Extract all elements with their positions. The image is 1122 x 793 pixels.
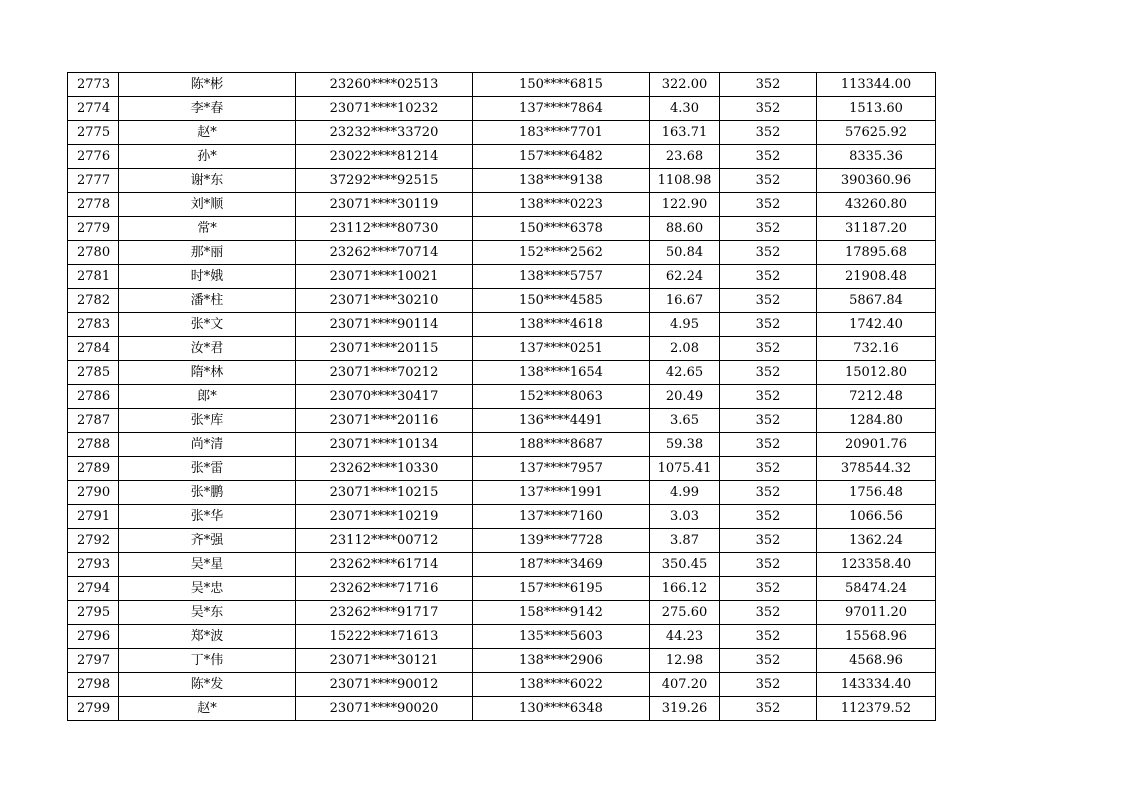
cell-amount: 15012.80 bbox=[817, 361, 936, 385]
cell-unit-rate: 352 bbox=[720, 265, 817, 289]
cell-unit-rate: 352 bbox=[720, 241, 817, 265]
cell-id-number: 23071****10232 bbox=[296, 97, 473, 121]
table-row bbox=[68, 337, 936, 361]
table-row bbox=[68, 697, 936, 721]
cell-amount: 7212.48 bbox=[817, 385, 936, 409]
cell-quantity: 322.00 bbox=[650, 73, 720, 97]
cell-id-number: 23071****10219 bbox=[296, 505, 473, 529]
cell-phone-number: 158****9142 bbox=[473, 601, 650, 625]
cell-id-number: 23071****20115 bbox=[296, 337, 473, 361]
cell-id-number: 23232****33720 bbox=[296, 121, 473, 145]
cell-record-number: 2784 bbox=[68, 337, 119, 361]
cell-name: 赵* bbox=[119, 121, 296, 145]
cell-unit-rate: 352 bbox=[720, 385, 817, 409]
cell-name: 郑*波 bbox=[119, 625, 296, 649]
table-row bbox=[68, 145, 936, 169]
cell-record-number: 2789 bbox=[68, 457, 119, 481]
cell-name: 郎* bbox=[119, 385, 296, 409]
cell-quantity: 163.71 bbox=[650, 121, 720, 145]
cell-name: 吴*东 bbox=[119, 601, 296, 625]
cell-id-number: 23262****71716 bbox=[296, 577, 473, 601]
cell-name: 张*文 bbox=[119, 313, 296, 337]
cell-amount: 1066.56 bbox=[817, 505, 936, 529]
cell-amount: 112379.52 bbox=[817, 697, 936, 721]
table-row bbox=[68, 601, 936, 625]
cell-id-number: 37292****92515 bbox=[296, 169, 473, 193]
cell-record-number: 2799 bbox=[68, 697, 119, 721]
table-row bbox=[68, 529, 936, 553]
cell-quantity: 122.90 bbox=[650, 193, 720, 217]
cell-amount: 1742.40 bbox=[817, 313, 936, 337]
cell-amount: 8335.36 bbox=[817, 145, 936, 169]
cell-name: 孙* bbox=[119, 145, 296, 169]
cell-quantity: 4.95 bbox=[650, 313, 720, 337]
cell-quantity: 3.65 bbox=[650, 409, 720, 433]
cell-unit-rate: 352 bbox=[720, 121, 817, 145]
cell-unit-rate: 352 bbox=[720, 337, 817, 361]
cell-unit-rate: 352 bbox=[720, 193, 817, 217]
cell-quantity: 3.03 bbox=[650, 505, 720, 529]
cell-record-number: 2779 bbox=[68, 217, 119, 241]
cell-name: 隋*林 bbox=[119, 361, 296, 385]
cell-amount: 43260.80 bbox=[817, 193, 936, 217]
cell-unit-rate: 352 bbox=[720, 313, 817, 337]
table-row bbox=[68, 265, 936, 289]
cell-id-number: 23262****10330 bbox=[296, 457, 473, 481]
cell-record-number: 2792 bbox=[68, 529, 119, 553]
cell-phone-number: 157****6482 bbox=[473, 145, 650, 169]
records-table-body bbox=[68, 73, 936, 721]
cell-quantity: 1075.41 bbox=[650, 457, 720, 481]
cell-id-number: 23022****81214 bbox=[296, 145, 473, 169]
cell-record-number: 2796 bbox=[68, 625, 119, 649]
cell-id-number: 23071****10134 bbox=[296, 433, 473, 457]
cell-quantity: 16.67 bbox=[650, 289, 720, 313]
cell-phone-number: 138****6022 bbox=[473, 673, 650, 697]
cell-record-number: 2798 bbox=[68, 673, 119, 697]
cell-id-number: 23070****30417 bbox=[296, 385, 473, 409]
cell-record-number: 2786 bbox=[68, 385, 119, 409]
cell-quantity: 3.87 bbox=[650, 529, 720, 553]
cell-name: 李*春 bbox=[119, 97, 296, 121]
cell-unit-rate: 352 bbox=[720, 697, 817, 721]
table-row bbox=[68, 409, 936, 433]
cell-phone-number: 152****8063 bbox=[473, 385, 650, 409]
table-row bbox=[68, 193, 936, 217]
cell-unit-rate: 352 bbox=[720, 169, 817, 193]
cell-phone-number: 150****6378 bbox=[473, 217, 650, 241]
cell-phone-number: 138****4618 bbox=[473, 313, 650, 337]
cell-unit-rate: 352 bbox=[720, 457, 817, 481]
cell-phone-number: 137****7160 bbox=[473, 505, 650, 529]
cell-quantity: 166.12 bbox=[650, 577, 720, 601]
cell-name: 丁*伟 bbox=[119, 649, 296, 673]
cell-record-number: 2782 bbox=[68, 289, 119, 313]
cell-id-number: 23071****90114 bbox=[296, 313, 473, 337]
cell-unit-rate: 352 bbox=[720, 217, 817, 241]
cell-unit-rate: 352 bbox=[720, 409, 817, 433]
cell-amount: 113344.00 bbox=[817, 73, 936, 97]
cell-record-number: 2776 bbox=[68, 145, 119, 169]
cell-quantity: 1108.98 bbox=[650, 169, 720, 193]
cell-id-number: 23071****90020 bbox=[296, 697, 473, 721]
cell-name: 潘*柱 bbox=[119, 289, 296, 313]
cell-phone-number: 138****5757 bbox=[473, 265, 650, 289]
cell-amount: 1756.48 bbox=[817, 481, 936, 505]
cell-amount: 1513.60 bbox=[817, 97, 936, 121]
cell-phone-number: 188****8687 bbox=[473, 433, 650, 457]
cell-amount: 97011.20 bbox=[817, 601, 936, 625]
cell-name: 齐*强 bbox=[119, 529, 296, 553]
cell-id-number: 23262****61714 bbox=[296, 553, 473, 577]
cell-id-number: 23262****91717 bbox=[296, 601, 473, 625]
cell-amount: 57625.92 bbox=[817, 121, 936, 145]
cell-quantity: 4.99 bbox=[650, 481, 720, 505]
cell-name: 张*库 bbox=[119, 409, 296, 433]
cell-name: 赵* bbox=[119, 697, 296, 721]
table-row bbox=[68, 241, 936, 265]
cell-record-number: 2777 bbox=[68, 169, 119, 193]
cell-unit-rate: 352 bbox=[720, 601, 817, 625]
cell-phone-number: 138****1654 bbox=[473, 361, 650, 385]
cell-unit-rate: 352 bbox=[720, 97, 817, 121]
cell-unit-rate: 352 bbox=[720, 481, 817, 505]
cell-record-number: 2790 bbox=[68, 481, 119, 505]
cell-name: 刘*顺 bbox=[119, 193, 296, 217]
cell-record-number: 2787 bbox=[68, 409, 119, 433]
cell-record-number: 2780 bbox=[68, 241, 119, 265]
cell-phone-number: 138****0223 bbox=[473, 193, 650, 217]
cell-record-number: 2781 bbox=[68, 265, 119, 289]
cell-phone-number: 135****5603 bbox=[473, 625, 650, 649]
cell-name: 时*娥 bbox=[119, 265, 296, 289]
cell-phone-number: 150****4585 bbox=[473, 289, 650, 313]
cell-unit-rate: 352 bbox=[720, 433, 817, 457]
cell-amount: 123358.40 bbox=[817, 553, 936, 577]
cell-quantity: 407.20 bbox=[650, 673, 720, 697]
cell-name: 常* bbox=[119, 217, 296, 241]
cell-phone-number: 138****9138 bbox=[473, 169, 650, 193]
cell-name: 张*雷 bbox=[119, 457, 296, 481]
table-row bbox=[68, 577, 936, 601]
cell-name: 张*华 bbox=[119, 505, 296, 529]
cell-record-number: 2797 bbox=[68, 649, 119, 673]
cell-quantity: 50.84 bbox=[650, 241, 720, 265]
cell-quantity: 4.30 bbox=[650, 97, 720, 121]
cell-quantity: 44.23 bbox=[650, 625, 720, 649]
cell-amount: 20901.76 bbox=[817, 433, 936, 457]
cell-quantity: 350.45 bbox=[650, 553, 720, 577]
table-row bbox=[68, 673, 936, 697]
cell-amount: 732.16 bbox=[817, 337, 936, 361]
cell-id-number: 23262****70714 bbox=[296, 241, 473, 265]
cell-unit-rate: 352 bbox=[720, 505, 817, 529]
cell-amount: 58474.24 bbox=[817, 577, 936, 601]
cell-quantity: 23.68 bbox=[650, 145, 720, 169]
cell-quantity: 88.60 bbox=[650, 217, 720, 241]
cell-record-number: 2794 bbox=[68, 577, 119, 601]
cell-unit-rate: 352 bbox=[720, 145, 817, 169]
data-sheet bbox=[67, 72, 936, 721]
cell-quantity: 62.24 bbox=[650, 265, 720, 289]
cell-phone-number: 130****6348 bbox=[473, 697, 650, 721]
table-row bbox=[68, 625, 936, 649]
cell-amount: 378544.32 bbox=[817, 457, 936, 481]
table-row bbox=[68, 385, 936, 409]
cell-quantity: 59.38 bbox=[650, 433, 720, 457]
cell-id-number: 23260****02513 bbox=[296, 73, 473, 97]
cell-amount: 31187.20 bbox=[817, 217, 936, 241]
cell-amount: 143334.40 bbox=[817, 673, 936, 697]
cell-quantity: 275.60 bbox=[650, 601, 720, 625]
cell-id-number: 23071****30210 bbox=[296, 289, 473, 313]
cell-amount: 390360.96 bbox=[817, 169, 936, 193]
table-row bbox=[68, 97, 936, 121]
cell-record-number: 2773 bbox=[68, 73, 119, 97]
cell-amount: 1284.80 bbox=[817, 409, 936, 433]
cell-id-number: 23112****80730 bbox=[296, 217, 473, 241]
cell-quantity: 2.08 bbox=[650, 337, 720, 361]
cell-record-number: 2788 bbox=[68, 433, 119, 457]
table-row bbox=[68, 553, 936, 577]
cell-unit-rate: 352 bbox=[720, 577, 817, 601]
cell-record-number: 2778 bbox=[68, 193, 119, 217]
table-row bbox=[68, 433, 936, 457]
cell-name: 吴*星 bbox=[119, 553, 296, 577]
cell-phone-number: 137****1991 bbox=[473, 481, 650, 505]
cell-id-number: 23071****70212 bbox=[296, 361, 473, 385]
cell-phone-number: 152****2562 bbox=[473, 241, 650, 265]
cell-unit-rate: 352 bbox=[720, 361, 817, 385]
cell-quantity: 20.49 bbox=[650, 385, 720, 409]
cell-name: 张*鹏 bbox=[119, 481, 296, 505]
cell-quantity: 42.65 bbox=[650, 361, 720, 385]
table-row bbox=[68, 649, 936, 673]
cell-quantity: 12.98 bbox=[650, 649, 720, 673]
table-row bbox=[68, 361, 936, 385]
table-row bbox=[68, 505, 936, 529]
cell-amount: 15568.96 bbox=[817, 625, 936, 649]
table-row bbox=[68, 457, 936, 481]
cell-phone-number: 137****7864 bbox=[473, 97, 650, 121]
cell-unit-rate: 352 bbox=[720, 529, 817, 553]
cell-unit-rate: 352 bbox=[720, 73, 817, 97]
records-table bbox=[67, 72, 936, 721]
table-row bbox=[68, 313, 936, 337]
cell-id-number: 23071****90012 bbox=[296, 673, 473, 697]
cell-name: 陈*发 bbox=[119, 673, 296, 697]
cell-phone-number: 157****6195 bbox=[473, 577, 650, 601]
cell-phone-number: 183****7701 bbox=[473, 121, 650, 145]
cell-phone-number: 137****0251 bbox=[473, 337, 650, 361]
cell-name: 汝*君 bbox=[119, 337, 296, 361]
table-row bbox=[68, 481, 936, 505]
cell-unit-rate: 352 bbox=[720, 625, 817, 649]
cell-unit-rate: 352 bbox=[720, 289, 817, 313]
cell-id-number: 23071****10215 bbox=[296, 481, 473, 505]
cell-name: 陈*彬 bbox=[119, 73, 296, 97]
cell-unit-rate: 352 bbox=[720, 673, 817, 697]
cell-amount: 4568.96 bbox=[817, 649, 936, 673]
cell-phone-number: 139****7728 bbox=[473, 529, 650, 553]
cell-id-number: 23071****30119 bbox=[296, 193, 473, 217]
cell-id-number: 23071****10021 bbox=[296, 265, 473, 289]
cell-id-number: 23071****20116 bbox=[296, 409, 473, 433]
cell-record-number: 2774 bbox=[68, 97, 119, 121]
cell-amount: 5867.84 bbox=[817, 289, 936, 313]
cell-id-number: 15222****71613 bbox=[296, 625, 473, 649]
cell-record-number: 2785 bbox=[68, 361, 119, 385]
cell-unit-rate: 352 bbox=[720, 649, 817, 673]
cell-name: 那*丽 bbox=[119, 241, 296, 265]
table-row bbox=[68, 169, 936, 193]
table-row bbox=[68, 289, 936, 313]
cell-quantity: 319.26 bbox=[650, 697, 720, 721]
cell-record-number: 2795 bbox=[68, 601, 119, 625]
cell-name: 尚*清 bbox=[119, 433, 296, 457]
cell-record-number: 2793 bbox=[68, 553, 119, 577]
cell-amount: 1362.24 bbox=[817, 529, 936, 553]
cell-record-number: 2791 bbox=[68, 505, 119, 529]
table-row bbox=[68, 217, 936, 241]
cell-phone-number: 137****7957 bbox=[473, 457, 650, 481]
cell-phone-number: 150****6815 bbox=[473, 73, 650, 97]
cell-id-number: 23071****30121 bbox=[296, 649, 473, 673]
cell-id-number: 23112****00712 bbox=[296, 529, 473, 553]
cell-amount: 21908.48 bbox=[817, 265, 936, 289]
cell-record-number: 2775 bbox=[68, 121, 119, 145]
table-row bbox=[68, 73, 936, 97]
cell-record-number: 2783 bbox=[68, 313, 119, 337]
cell-phone-number: 136****4491 bbox=[473, 409, 650, 433]
cell-name: 吴*忠 bbox=[119, 577, 296, 601]
cell-phone-number: 187****3469 bbox=[473, 553, 650, 577]
cell-amount: 17895.68 bbox=[817, 241, 936, 265]
cell-name: 谢*东 bbox=[119, 169, 296, 193]
cell-unit-rate: 352 bbox=[720, 553, 817, 577]
table-row bbox=[68, 121, 936, 145]
cell-phone-number: 138****2906 bbox=[473, 649, 650, 673]
